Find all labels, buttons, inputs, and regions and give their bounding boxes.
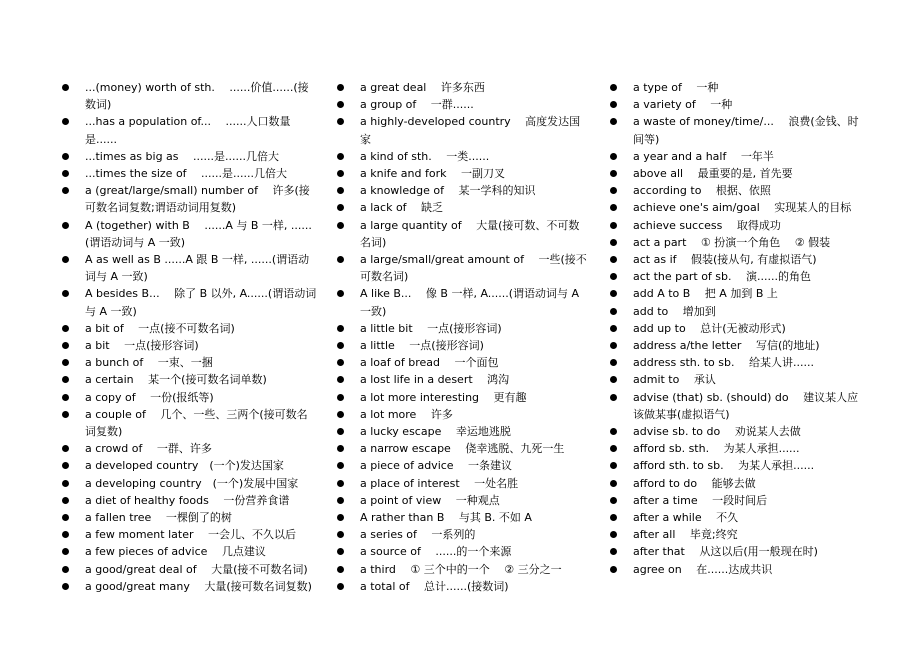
entry-text: after a while 不久 — [633, 511, 739, 525]
bullet-icon — [337, 256, 344, 263]
bullet-icon — [337, 101, 344, 108]
entry-text: A besides B... 除了 B 以外, A......(谓语动词与 A 一致) — [85, 287, 317, 318]
entry-text: advise sb. to do 劝说某人去做 — [633, 425, 801, 439]
bullet-icon — [610, 514, 617, 521]
bullet-icon — [610, 376, 617, 383]
bullet-icon — [610, 187, 617, 194]
list-item — [610, 526, 862, 543]
entry-text: a source of ......的一个来源 — [360, 545, 512, 559]
list-item — [610, 113, 862, 147]
entry-text: a bit 一点(接形容词) — [85, 339, 199, 353]
list-item — [610, 371, 862, 388]
bullet-icon — [337, 531, 344, 538]
entry-text: a year and a half 一年半 — [633, 149, 774, 163]
column-1 — [62, 79, 318, 595]
entry-text: a (great/large/small) number of 许多(接可数名词复数;谓语动词用复数) — [85, 184, 310, 215]
entry-text: a little bit 一点(接形容词) — [360, 321, 502, 335]
entry-text: a bit of 一点(接不可数名词) — [85, 321, 235, 335]
bullet-icon — [610, 118, 617, 125]
entry-text: a diet of healthy foods 一份营养食谱 — [85, 493, 290, 507]
bullet-icon — [337, 445, 344, 452]
list-item — [62, 354, 318, 371]
entry-text: above all 最重要的是, 首先要 — [633, 167, 793, 181]
entry-text: a great deal 许多东西 — [360, 81, 485, 94]
bullet-icon — [337, 222, 344, 229]
bullet-icon — [610, 325, 617, 332]
list-item — [610, 199, 862, 216]
entry-text: a few moment later 一会儿、不久以后 — [85, 528, 296, 542]
bullet-icon — [337, 411, 344, 418]
list-item — [610, 182, 862, 199]
bullet-icon — [337, 428, 344, 435]
bullet-icon — [610, 256, 617, 263]
list-item — [610, 251, 862, 268]
list-item — [337, 543, 589, 560]
entry-text: a total of 总计......(接数词) — [360, 579, 509, 593]
entry-text: act a part ① 扮演一个角色 ② 假装 — [633, 235, 831, 249]
bullet-icon — [62, 187, 69, 194]
entry-text: according to 根据、依照 — [633, 184, 771, 198]
entry-text: a little 一点(接形容词) — [360, 339, 484, 353]
bullet-icon — [337, 359, 344, 366]
list-item — [337, 182, 589, 199]
list-item — [610, 423, 862, 440]
list-item — [337, 389, 589, 406]
entry-text: achieve one's aim/goal 实现某人的目标 — [633, 201, 852, 215]
list-item — [610, 337, 862, 354]
list-item — [337, 96, 589, 113]
list-item — [62, 440, 318, 457]
entry-text: afford sth. to sb. 为某人承担...... — [633, 459, 815, 473]
entry-text: a point of view 一种观点 — [360, 493, 500, 507]
bullet-icon — [610, 290, 617, 297]
bullet-icon — [62, 376, 69, 383]
list-item — [62, 182, 318, 216]
entry-text: a highly-developed country 高度发达国家 — [360, 115, 581, 146]
bullet-icon — [62, 462, 69, 469]
bullet-icon — [610, 462, 617, 469]
list-item — [62, 475, 318, 492]
entry-text: a crowd of 一群、许多 — [85, 442, 212, 456]
entry-text: A as well as B ......A 跟 B 一样, ......(谓语动词与 A 一致) — [85, 253, 310, 284]
list-item — [62, 165, 318, 182]
bullet-icon — [610, 101, 617, 108]
list-item — [62, 457, 318, 474]
list-item — [337, 561, 589, 578]
list-item — [62, 113, 318, 147]
bullet-icon — [337, 583, 344, 590]
list-item — [337, 423, 589, 440]
list-item — [337, 354, 589, 371]
list-item — [337, 578, 589, 595]
bullet-icon — [62, 411, 69, 418]
bullet-icon — [337, 376, 344, 383]
entry-text: afford sb. sth. 为某人承担...... — [633, 442, 800, 456]
list-item — [337, 509, 589, 526]
list-item — [337, 285, 589, 319]
entry-list — [610, 79, 862, 578]
list-item — [610, 303, 862, 320]
entry-text: advise (that) sb. (should) do 建议某人应该做某事(虚拟语气) — [633, 390, 859, 421]
bullet-icon — [337, 118, 344, 125]
bullet-icon — [62, 480, 69, 487]
entry-text: add to 增加到 — [633, 304, 716, 318]
entry-text: a certain 某一个(接可数名词单数) — [85, 373, 267, 387]
entry-text: a developing country (一个)发展中国家 — [85, 476, 299, 490]
entry-text: a couple of 几个、一些、三两个(接可数名词复数) — [85, 407, 308, 439]
list-item — [337, 320, 589, 337]
list-item — [337, 148, 589, 165]
entry-text: address sth. to sb. 给某人讲...... — [633, 356, 814, 370]
entry-text: a bunch of 一束、一捆 — [85, 356, 213, 370]
entry-text: ...(money) worth of sth. ......价值......(接数词) — [85, 81, 309, 112]
list-item — [610, 561, 862, 578]
list-item — [610, 148, 862, 165]
entry-text: after all 毕竟;终究 — [633, 528, 738, 542]
entry-text: a waste of money/time/... 浪费(金钱、时间等) — [633, 115, 859, 146]
bullet-icon — [62, 325, 69, 332]
entry-text: act the part of sb. 演......的角色 — [633, 270, 811, 284]
bullet-icon — [337, 497, 344, 504]
list-item — [337, 251, 589, 285]
entry-list — [337, 79, 589, 595]
bullet-icon — [610, 153, 617, 160]
bullet-icon — [610, 445, 617, 452]
list-item — [337, 526, 589, 543]
bullet-icon — [337, 325, 344, 332]
bullet-icon — [610, 239, 617, 246]
list-item — [337, 457, 589, 474]
list-item — [610, 234, 862, 251]
entry-text: a copy of 一份(报纸等) — [85, 390, 214, 404]
bullet-icon — [610, 170, 617, 177]
entry-text: after a time 一段时间后 — [633, 493, 768, 507]
list-item — [610, 96, 862, 113]
entry-text: a knowledge of 某一学科的知识 — [360, 184, 536, 198]
list-item — [62, 509, 318, 526]
entry-text: agree on 在......达成共识 — [633, 562, 773, 576]
bullet-icon — [62, 445, 69, 452]
list-item — [337, 199, 589, 216]
bullet-icon — [610, 531, 617, 538]
bullet-icon — [610, 480, 617, 487]
bullet-icon — [337, 290, 344, 297]
bullet-icon — [610, 428, 617, 435]
bullet-icon — [62, 359, 69, 366]
list-item — [610, 217, 862, 234]
bullet-icon — [337, 394, 344, 401]
bullet-icon — [62, 583, 69, 590]
list-item — [610, 320, 862, 337]
entry-text: afford to do 能够去做 — [633, 476, 756, 490]
entry-text: a knife and fork 一副刀叉 — [360, 167, 505, 181]
entry-text: a variety of 一种 — [633, 98, 733, 112]
entry-text: a fallen tree 一棵倒了的树 — [85, 511, 232, 525]
bullet-icon — [337, 187, 344, 194]
entry-text: a lucky escape 幸运地逃脱 — [360, 425, 511, 439]
list-item — [610, 475, 862, 492]
list-item — [62, 492, 318, 509]
list-item — [62, 337, 318, 354]
entry-text: A rather than B 与其 B. 不如 A — [360, 511, 532, 525]
bullet-icon — [337, 153, 344, 160]
list-item — [62, 320, 318, 337]
entry-text: a lack of 缺乏 — [360, 201, 444, 215]
entry-text: a third ① 三个中的一个 ② 三分之一 — [360, 562, 562, 576]
bullet-icon — [62, 514, 69, 521]
bullet-icon — [610, 497, 617, 504]
entry-text: ...times the size of ......是......几倍大 — [85, 167, 288, 181]
entry-text: a place of interest 一处名胜 — [360, 476, 519, 490]
list-item — [62, 578, 318, 595]
list-item — [610, 543, 862, 560]
list-item — [610, 79, 862, 96]
entry-text: ...times as big as ......是......几倍大 — [85, 149, 279, 163]
list-item — [337, 79, 589, 96]
list-item — [337, 406, 589, 423]
list-item — [337, 113, 589, 147]
list-item — [62, 389, 318, 406]
list-item — [62, 79, 318, 113]
list-item — [62, 217, 318, 251]
bullet-icon — [62, 222, 69, 229]
bullet-icon — [610, 566, 617, 573]
entry-text: a developed country (一个)发达国家 — [85, 459, 284, 473]
column-2 — [337, 79, 589, 595]
entry-text: after that 从这以后(用一般现在时) — [633, 545, 818, 559]
entry-text: ...has a population of... ......人口数量是...... — [85, 115, 291, 146]
bullet-icon — [62, 153, 69, 160]
list-item — [62, 526, 318, 543]
bullet-icon — [610, 84, 617, 91]
bullet-icon — [610, 342, 617, 349]
bullet-icon — [337, 548, 344, 555]
list-item — [337, 165, 589, 182]
bullet-icon — [62, 548, 69, 555]
bullet-icon — [337, 514, 344, 521]
entry-text: a type of 一种 — [633, 81, 719, 94]
bullet-icon — [337, 462, 344, 469]
list-item — [62, 285, 318, 319]
bullet-icon — [62, 170, 69, 177]
entry-text: add A to B 把 A 加到 B 上 — [633, 287, 778, 301]
entry-text: a lot more 许多 — [360, 407, 453, 421]
list-item — [610, 285, 862, 302]
list-item — [337, 475, 589, 492]
list-item — [62, 543, 318, 560]
bullet-icon — [610, 222, 617, 229]
list-item — [337, 440, 589, 457]
entry-text: a series of 一系列的 — [360, 528, 476, 542]
list-item — [62, 371, 318, 388]
entry-text: address a/the letter 写信(的地址) — [633, 339, 820, 353]
entry-list — [62, 79, 318, 595]
bullet-icon — [610, 308, 617, 315]
list-item — [62, 148, 318, 165]
list-item — [62, 561, 318, 578]
bullet-icon — [337, 566, 344, 573]
bullet-icon — [610, 548, 617, 555]
entry-text: A (together) with B ......A 与 B 一样, ......(谓语动词与 A 一致) — [85, 218, 312, 249]
list-item — [337, 217, 589, 251]
list-item — [610, 389, 862, 423]
entry-text: a few pieces of advice 几点建议 — [85, 545, 266, 559]
bullet-icon — [337, 170, 344, 177]
list-item — [62, 251, 318, 285]
list-item — [610, 268, 862, 285]
list-item — [610, 457, 862, 474]
entry-text: a good/great many 大量(接可数名词复数) — [85, 579, 312, 593]
entry-text: a narrow escape 侥幸逃脱、九死一生 — [360, 442, 565, 456]
list-item — [62, 406, 318, 440]
entry-text: a loaf of bread 一个面包 — [360, 356, 499, 370]
bullet-icon — [62, 531, 69, 538]
list-item — [337, 492, 589, 509]
bullet-icon — [62, 118, 69, 125]
list-item — [610, 492, 862, 509]
bullet-icon — [337, 480, 344, 487]
entry-text: a good/great deal of 大量(接不可数名词) — [85, 562, 308, 576]
bullet-icon — [337, 342, 344, 349]
entry-text: act as if 假装(接从句, 有虚拟语气) — [633, 253, 817, 267]
bullet-icon — [610, 273, 617, 280]
list-item — [337, 371, 589, 388]
bullet-icon — [337, 84, 344, 91]
bullet-icon — [62, 256, 69, 263]
entry-text: a kind of sth. 一类...... — [360, 149, 490, 163]
bullet-icon — [62, 84, 69, 91]
bullet-icon — [610, 359, 617, 366]
column-3 — [610, 79, 862, 578]
bullet-icon — [62, 342, 69, 349]
entry-text: admit to 承认 — [633, 373, 716, 387]
list-item — [610, 354, 862, 371]
entry-text: a large/small/great amount of 一些(接不可数名词) — [360, 253, 587, 284]
list-item — [610, 165, 862, 182]
entry-text: a lot more interesting 更有趣 — [360, 390, 527, 404]
entry-text: achieve success 取得成功 — [633, 218, 781, 232]
entry-text: add up to 总计(无被动形式) — [633, 321, 786, 335]
bullet-icon — [337, 204, 344, 211]
bullet-icon — [62, 497, 69, 504]
entry-text: a group of 一群...... — [360, 98, 474, 112]
bullet-icon — [62, 394, 69, 401]
list-item — [610, 509, 862, 526]
bullet-icon — [62, 566, 69, 573]
entry-text: a lost life in a desert 鸿沟 — [360, 373, 510, 387]
bullet-icon — [610, 394, 617, 401]
entry-text: a large quantity of 大量(接可数、不可数名词) — [360, 218, 580, 249]
list-item — [610, 440, 862, 457]
entry-text: a piece of advice 一条建议 — [360, 459, 513, 473]
bullet-icon — [62, 290, 69, 297]
entry-text: A like B... 像 B 一样, A......(谓语动词与 A 一致) — [360, 287, 580, 318]
list-item — [337, 337, 589, 354]
bullet-icon — [610, 204, 617, 211]
